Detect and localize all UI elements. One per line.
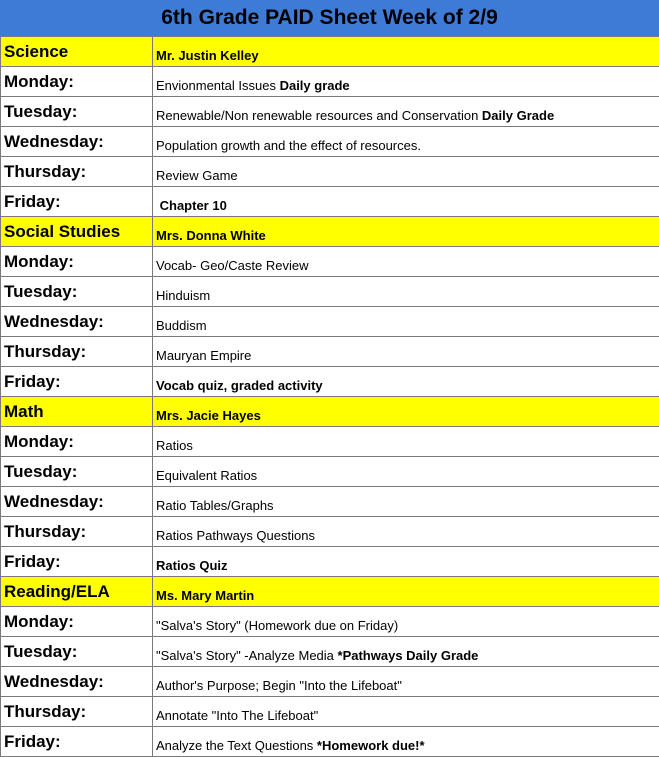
day-label: Tuesday:: [1, 97, 153, 127]
assignment-emphasis: Daily grade: [280, 78, 350, 93]
assignment-cell: [153, 127, 659, 157]
assignment-text: Vocab- Geo/Caste Review: [156, 258, 308, 273]
assignment-cell: [153, 157, 659, 187]
day-label: Thursday:: [1, 337, 153, 367]
assignment-cell: [153, 727, 659, 757]
assignment-cell: [153, 247, 659, 277]
assignment-emphasis: Ratios Quiz: [156, 558, 228, 573]
day-label: Friday:: [1, 187, 153, 217]
day-label: Friday:: [1, 367, 153, 397]
day-row: [1, 547, 659, 577]
assignment-text: "Salva's Story" (Homework due on Friday): [156, 618, 398, 633]
assignment-cell: [153, 307, 659, 337]
assignment-cell: [153, 427, 659, 457]
subject-header-row: [1, 397, 659, 427]
day-label: Monday:: [1, 607, 153, 637]
assignment-text: Equivalent Ratios: [156, 468, 257, 483]
sheet-title: 6th Grade PAID Sheet Week of 2/9: [0, 0, 659, 36]
assignment-cell: [153, 337, 659, 367]
assignment-text: Author's Purpose; Begin "Into the Lifeboat": [156, 678, 402, 693]
day-row: [1, 187, 659, 217]
assignment-text: Analyze the Text Questions: [156, 738, 317, 753]
assignment-text: Hinduism: [156, 288, 210, 303]
assignment-cell: [153, 607, 659, 637]
assignment-cell: [153, 697, 659, 727]
assignment-cell: [153, 277, 659, 307]
assignment-text: Buddism: [156, 318, 207, 333]
assignment-emphasis: Daily Grade: [482, 108, 554, 123]
assignment-emphasis: Chapter 10: [156, 198, 227, 213]
assignment-emphasis: *Homework due!*: [317, 738, 425, 753]
day-row: [1, 67, 659, 97]
day-label: Friday:: [1, 547, 153, 577]
subject-name: Social Studies: [1, 217, 153, 247]
day-row: [1, 307, 659, 337]
day-label: Monday:: [1, 247, 153, 277]
assignment-cell: [153, 637, 659, 667]
day-row: [1, 247, 659, 277]
teacher-name: Mrs. Jacie Hayes: [153, 397, 659, 427]
assignment-cell: [153, 97, 659, 127]
day-row: [1, 157, 659, 187]
assignment-cell: [153, 457, 659, 487]
assignment-text: Ratio Tables/Graphs: [156, 498, 274, 513]
day-row: [1, 667, 659, 697]
day-row: [1, 127, 659, 157]
day-label: Friday:: [1, 727, 153, 757]
assignment-text: Envionmental Issues: [156, 78, 280, 93]
day-row: [1, 517, 659, 547]
day-label: Tuesday:: [1, 277, 153, 307]
assignment-text: Ratios: [156, 438, 193, 453]
day-label: Thursday:: [1, 697, 153, 727]
day-row: [1, 697, 659, 727]
assignment-cell: [153, 367, 659, 397]
assignment-cell: [153, 517, 659, 547]
assignment-text: Population growth and the effect of resources.: [156, 138, 421, 153]
assignment-cell: [153, 187, 659, 217]
day-row: [1, 337, 659, 367]
teacher-name: Mr. Justin Kelley: [153, 37, 659, 67]
assignment-cell: [153, 547, 659, 577]
assignment-emphasis: Vocab quiz, graded activity: [156, 378, 323, 393]
subject-name: Reading/ELA: [1, 577, 153, 607]
assignment-emphasis: *Pathways Daily Grade: [338, 648, 479, 663]
day-row: [1, 427, 659, 457]
assignment-cell: [153, 67, 659, 97]
subject-name: Math: [1, 397, 153, 427]
assignment-cell: [153, 487, 659, 517]
assignment-text: "Salva's Story" -Analyze Media: [156, 648, 338, 663]
assignment-text: Renewable/Non renewable resources and Conservation: [156, 108, 482, 123]
day-label: Wednesday:: [1, 307, 153, 337]
day-row: [1, 457, 659, 487]
assignment-cell: [153, 667, 659, 697]
day-row: [1, 97, 659, 127]
day-label: Thursday:: [1, 517, 153, 547]
day-label: Tuesday:: [1, 457, 153, 487]
subject-header-row: [1, 37, 659, 67]
day-row: [1, 487, 659, 517]
day-label: Wednesday:: [1, 667, 153, 697]
day-label: Monday:: [1, 67, 153, 97]
teacher-name: Mrs. Donna White: [153, 217, 659, 247]
day-row: [1, 367, 659, 397]
day-row: [1, 727, 659, 757]
day-label: Monday:: [1, 427, 153, 457]
day-label: Wednesday:: [1, 487, 153, 517]
assignment-text: Annotate "Into The Lifeboat": [156, 708, 318, 723]
teacher-name: Ms. Mary Martin: [153, 577, 659, 607]
day-row: [1, 607, 659, 637]
day-label: Tuesday:: [1, 637, 153, 667]
subject-header-row: [1, 577, 659, 607]
schedule-table: [0, 36, 659, 757]
day-label: Thursday:: [1, 157, 153, 187]
assignment-text: Ratios Pathways Questions: [156, 528, 315, 543]
assignment-text: Mauryan Empire: [156, 348, 251, 363]
day-row: [1, 277, 659, 307]
day-label: Wednesday:: [1, 127, 153, 157]
subject-name: Science: [1, 37, 153, 67]
day-row: [1, 637, 659, 667]
assignment-text: Review Game: [156, 168, 238, 183]
subject-header-row: [1, 217, 659, 247]
